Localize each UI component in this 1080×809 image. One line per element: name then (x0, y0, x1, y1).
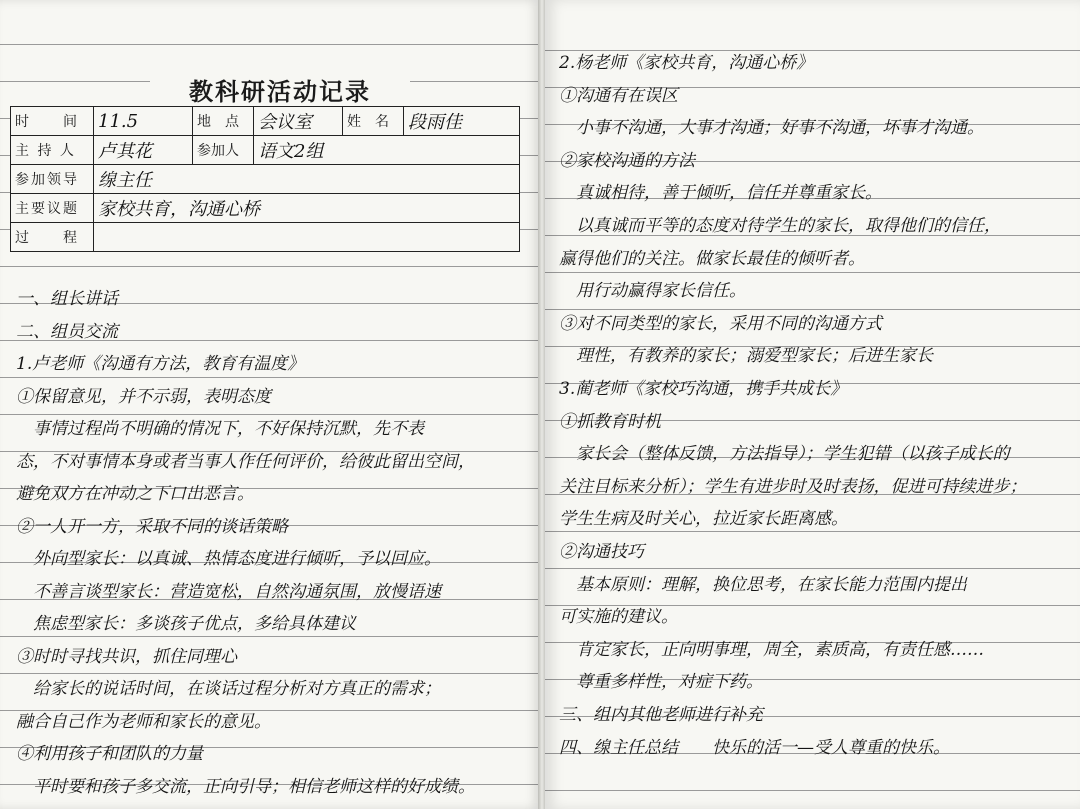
topic-label: 主要议题 (11, 194, 94, 223)
note-line: ①沟通有在误区 (559, 85, 678, 106)
note-line: 二、组员交流 (16, 321, 118, 342)
note-line: 可实施的建议。 (559, 607, 678, 628)
participants-label: 参加人 (193, 136, 254, 165)
note-line: 关注目标来分析）；学生有进步时及时表扬，促进可持续进步； (559, 476, 1027, 497)
note-line: 四、缐主任总结 快乐的活一—受人尊重的快乐。 (559, 737, 950, 758)
note-line: 肯定家长，正向明事理，周全，素质高，有责任感…… (559, 639, 984, 660)
note-line: 事情过程尚不明确的情况下，不好保持沉默，先不表 (16, 419, 424, 439)
note-line: 小事不沟通，大事才沟通；好事不沟通，坏事才沟通。 (559, 118, 984, 139)
note-line: 以真诚而平等的态度对待学生的家长，取得他们的信任， (559, 216, 1001, 236)
host-label: 主 持 人 (11, 136, 94, 165)
note-line: 给家长的说话时间，在谈话过程分析对方真正的需求； (16, 679, 441, 699)
note-line: ④利用孩子和团队的力量 (16, 744, 203, 764)
note-line: ①抓教育时机 (559, 411, 661, 432)
place-value: 会议室 (254, 107, 343, 136)
note-line: 一、组长讲话 (16, 289, 118, 309)
leader-label: 参加领导 (11, 165, 94, 194)
note-line: 融合自己作为老师和家长的意见。 (16, 711, 271, 732)
record-title: 教科研活动记录 (150, 72, 410, 107)
note-line: 平时要和孩子多交流，正向引导；相信老师这样的好成绩。 (16, 776, 475, 797)
place-label: 地 点 (193, 107, 254, 136)
name-value: 段雨佳 (404, 107, 520, 136)
time-value: 11.5 (94, 107, 193, 136)
record-table (10, 106, 520, 252)
leader-value: 缐主任 (94, 165, 520, 194)
note-line: 理性，有教养的家长；溺爱型家长；后进生家长 (559, 346, 933, 367)
note-line: ③对不同类型的家长，采用不同的沟通方式 (559, 313, 882, 334)
note-line: 用行动赢得家长信任。 (559, 281, 746, 302)
note-line: ②一人开一方，采取不同的谈话策略 (16, 516, 288, 537)
name-label: 姓 名 (343, 107, 404, 136)
note-line: 家长会（整体反馈，方法指导）；学生犯错（以孩子成长的 (559, 444, 1010, 465)
note-line: 态，不对事情本身或者当事人作任何评价，给彼此留出空间， (16, 451, 475, 472)
note-line: 尊重多样性，对症下药。 (559, 672, 763, 693)
note-line: 3.蔺老师《家校巧沟通，携手共成长》 (559, 379, 848, 399)
time-label: 时 间 (11, 107, 94, 136)
note-line: 避免双方在冲动之下口出恶言。 (16, 484, 254, 504)
note-line: 赢得他们的关注。做家长最佳的倾听者。 (559, 248, 865, 269)
note-line: 1.卢老师《沟通有方法，教育有温度》 (16, 354, 305, 374)
note-line: ②家校沟通的方法 (559, 150, 695, 171)
note-line: 焦虑型家长：多谈孩子优点，多给具体建议 (16, 614, 356, 634)
note-line: 三、组内其他老师进行补充 (559, 705, 763, 725)
note-line: ③时时寻找共识，抓住同理心 (16, 646, 237, 667)
note-line: 不善言谈型家长：营造宽松，自然沟通氛围，放慢语速 (16, 581, 441, 602)
process-label: 过 程 (11, 223, 94, 252)
right-notebook-page (545, 0, 1080, 809)
host-value: 卢其花 (94, 136, 193, 165)
note-line: 学生生病及时关心，拉近家长距离感。 (559, 509, 848, 530)
process-value (94, 223, 520, 252)
topic-value: 家校共育，沟通心桥 (94, 194, 520, 223)
note-line: ②沟通技巧 (559, 542, 644, 562)
note-line: 真诚相待，善于倾听，信任并尊重家长。 (559, 183, 882, 204)
note-line: 基本原则：理解，换位思考，在家长能力范围内提出 (559, 574, 967, 595)
note-line: ①保留意见，并不示弱，表明态度 (16, 386, 271, 407)
note-line: 2.杨老师《家校共育，沟通心桥》 (559, 53, 814, 73)
note-line: 外向型家长：以真诚、热情态度进行倾听，予以回应。 (16, 549, 441, 569)
participants-value: 语文2组 (254, 136, 520, 165)
